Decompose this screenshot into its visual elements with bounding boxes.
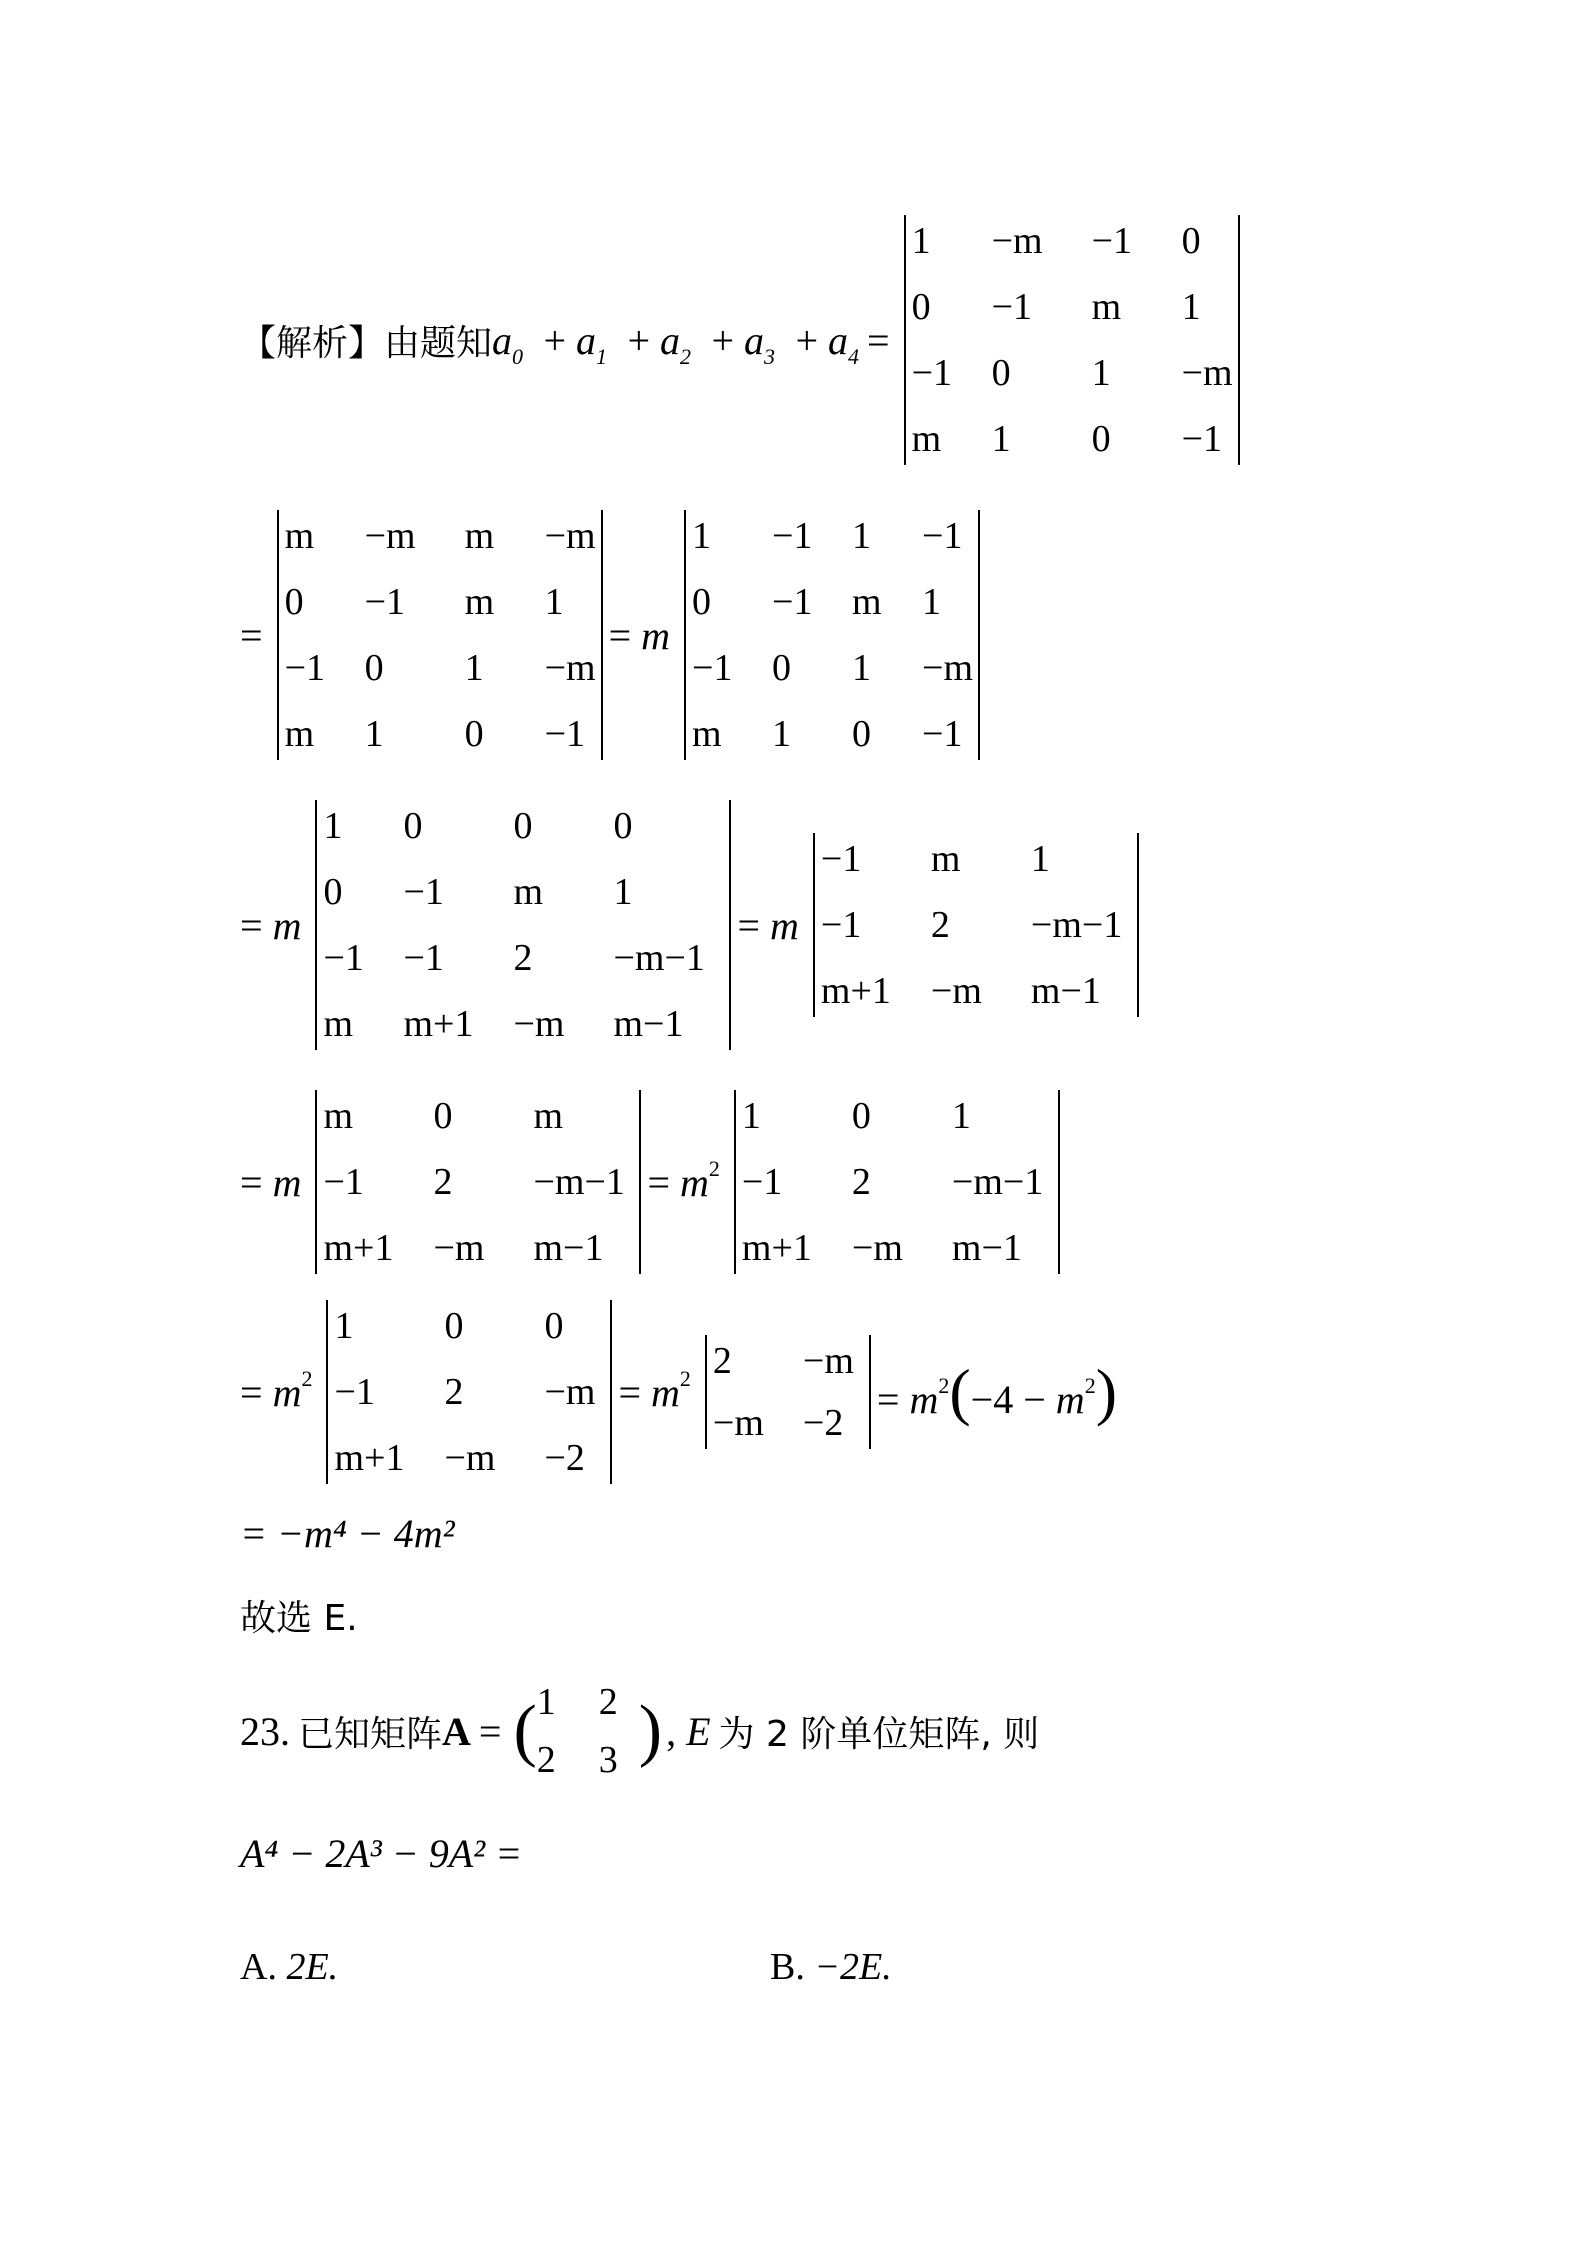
determinant-6: 1 0 1 −1 2 −m−1 m+1 −m m−1 [734,1090,1060,1274]
determinant-0: 1 −m −1 0 0 −1 m 1 −1 0 1 −m m 1 0 −1 [904,215,1240,465]
solution-line-5: = $m^2$ 1 0 0 −1 2 −m m+1 −m −2 = $m^2$ 2 −m −m −2 = $m^2(-4 - m^2)$ [240,1300,1117,1484]
solution-line-4: = m m 0 m −1 2 −m−1 m+1 −m m−1 = $m^2$ 1 0 1 −1 2 −m−1 m+1 −m m−1 [240,1090,1066,1274]
determinant-2: 1 −1 1 −1 0 −1 m 1 −1 0 1 −m m 1 0 −1 [684,510,980,760]
conclusion: 故选 E. [240,1598,358,1639]
matrix-a: ( 1 2 2 3 ) [513,1681,663,1781]
solution-line-3: = m 1 0 0 0 0 −1 m 1 −1 −1 2 −m−1 m m+1 −m m−1 = m −1 m 1 −1 2 −m−1 m+1 −m m−1 [240,800,1145,1050]
solution-intro: 由题知 [384,322,493,364]
sum-expression: $a_0 + a_1 + a_2 + a_3 + a_4$ [492,317,860,369]
question-text-before: 已知矩阵 [298,1713,443,1755]
determinant-3: 1 0 0 0 0 −1 m 1 −1 −1 2 −m−1 m m+1 −m m−1 [315,800,731,1050]
determinant-1: m −m m −m 0 −1 m 1 −1 0 1 −m m 1 0 −1 [277,510,603,760]
solution-line-2: = m −m m −m 0 −1 m 1 −1 0 1 −m m 1 0 −1 = m 1 −1 1 −1 0 −1 m 1 −1 0 1 −m m 1 0 −1 [240,510,986,760]
option-a[interactable]: A. 2E. [240,1946,339,1988]
solution-line-1: 【解析】 由题知 $a_0 + a_1 + a_2 + a_3 + a_4$ = 1 −m −1 0 0 −1 m 1 −1 0 1 −m m 1 0 −1 [240,215,1246,465]
question-text-after: 为 2 阶单位矩阵, 则 [718,1713,1040,1755]
question-number: 23. [240,1708,290,1754]
question-expression: A⁴ − 2A³ − 9A² = [240,1831,523,1876]
matrix-name: A [442,1708,471,1754]
option-b[interactable]: B. −2E. [770,1946,892,1988]
question-23: 23. 已知矩阵 A = ( 1 2 2 3 ) , E 为 2 阶单位矩阵, 则 [240,1681,1040,1781]
determinant-8: 2 −m −m −2 [705,1335,871,1449]
determinant-5: m 0 m −1 2 −m−1 m+1 −m m−1 [315,1090,641,1274]
factored-result: = $m^2(-4 - m^2)$ [876,1356,1117,1427]
determinant-4: −1 m 1 −1 2 −m−1 m+1 −m m−1 [813,833,1139,1017]
solution-label: 【解析】 [240,322,385,364]
final-result: = −m⁴ − 4m² [240,1511,455,1556]
determinant-7: 1 0 0 −1 2 −m m+1 −m −2 [326,1300,612,1484]
